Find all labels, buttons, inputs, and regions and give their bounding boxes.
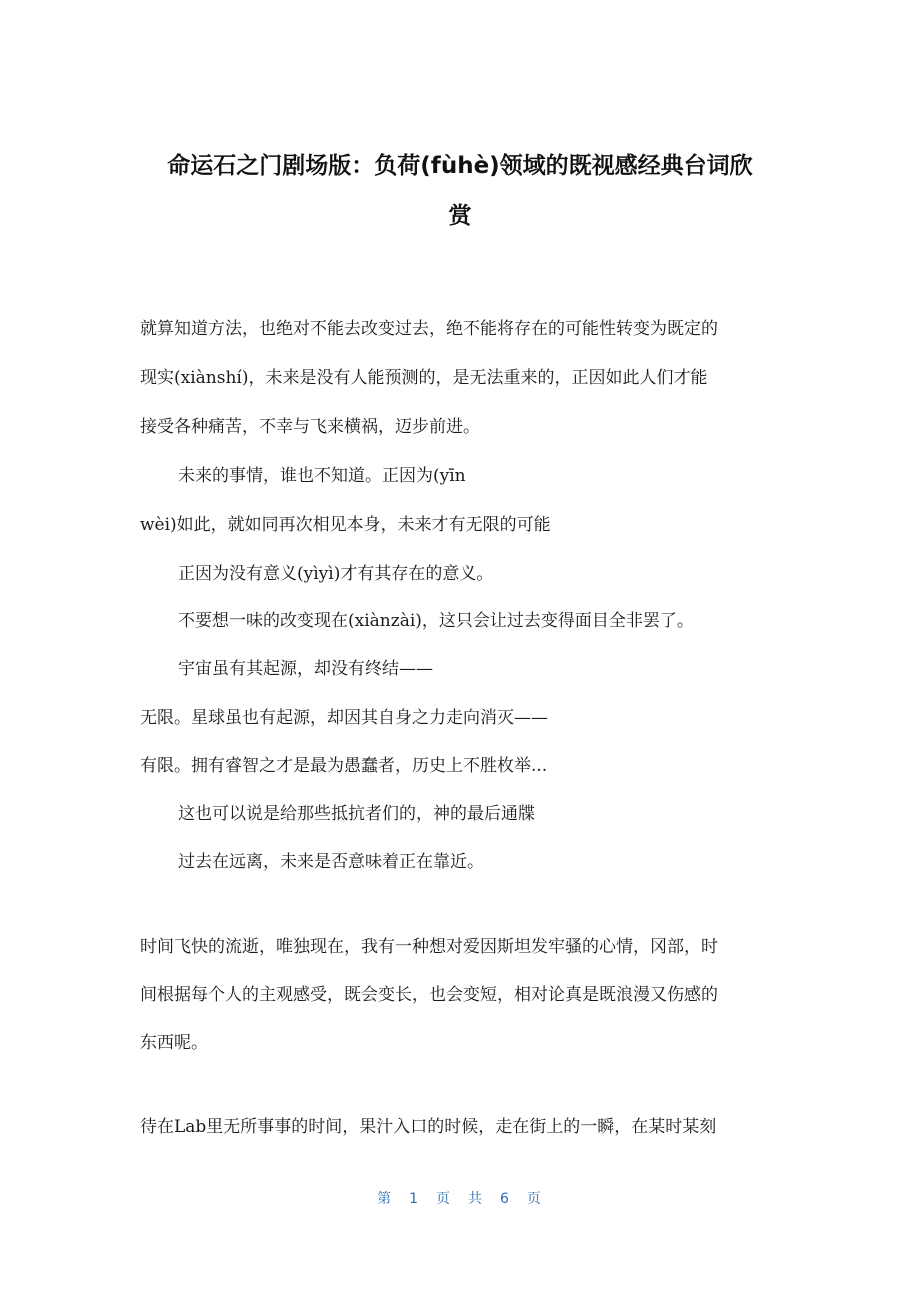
document-title-line-1: 命运石之门剧场版：负荷(fùhè)领域的既视感经典台词欣 (167, 153, 753, 179)
paragraph-line: 正因为没有意义(yìyì)才有其存在的意义。 (178, 564, 494, 584)
paragraph-line: 不要想一味的改变现在(xiànzài)，这只会让过去变得面目全非罢了。 (178, 611, 694, 631)
total-pages: 6 (500, 1191, 511, 1207)
paragraph-line: 过去在远离，未来是否意味着正在靠近。 (178, 852, 484, 872)
paragraph-line: 现实(xiànshí)，未来是没有人能预测的，是无法重来的，正因如此人们才能 (140, 368, 708, 388)
paragraph-line: 间根据每个人的主观感受，既会变长，也会变短，相对论真是既浪漫又伤感的 (140, 985, 718, 1005)
page-footer (0, 1188, 920, 1208)
page-unit: 页 (436, 1191, 452, 1207)
paragraph-line: 接受各种痛苦，不幸与飞来横祸，迈步前进。 (140, 417, 480, 437)
paragraph-line: 无限。星球虽也有起源，却因其自身之力走向消灭—— (140, 708, 548, 728)
paragraph-line: 就算知道方法，也绝对不能去改变过去，绝不能将存在的可能性转变为既定的 (140, 319, 718, 339)
paragraph-line: 时间飞快的流逝，唯独现在，我有一种想对爱因斯坦发牢骚的心情，冈部，时 (140, 937, 718, 957)
paragraph-line: 有限。拥有睿智之才是最为愚蠢者，历史上不胜枚举... (140, 756, 548, 776)
paragraph-line: 东西呢。 (140, 1033, 208, 1053)
paragraph-line: wèi)如此，就如同再次相见本身，未来才有无限的可能 (140, 515, 551, 535)
document-title-line-2: 赏 (448, 203, 472, 229)
paragraph-line: 未来的事情，谁也不知道。正因为(yīn (178, 466, 466, 486)
total-label: 共 (468, 1191, 484, 1207)
paragraph-line: 宇宙虽有其起源，却没有终结—— (178, 659, 433, 679)
paragraph-line: 待在Lab里无所事事的时间，果汁入口的时候，走在街上的一瞬，在某时某刻 (140, 1117, 717, 1137)
page-label: 第 (377, 1191, 394, 1207)
total-unit: 页 (526, 1191, 543, 1207)
paragraph-line: 这也可以说是给那些抵抗者们的，神的最后通牒 (178, 804, 535, 824)
page-number: 1 (409, 1191, 420, 1207)
